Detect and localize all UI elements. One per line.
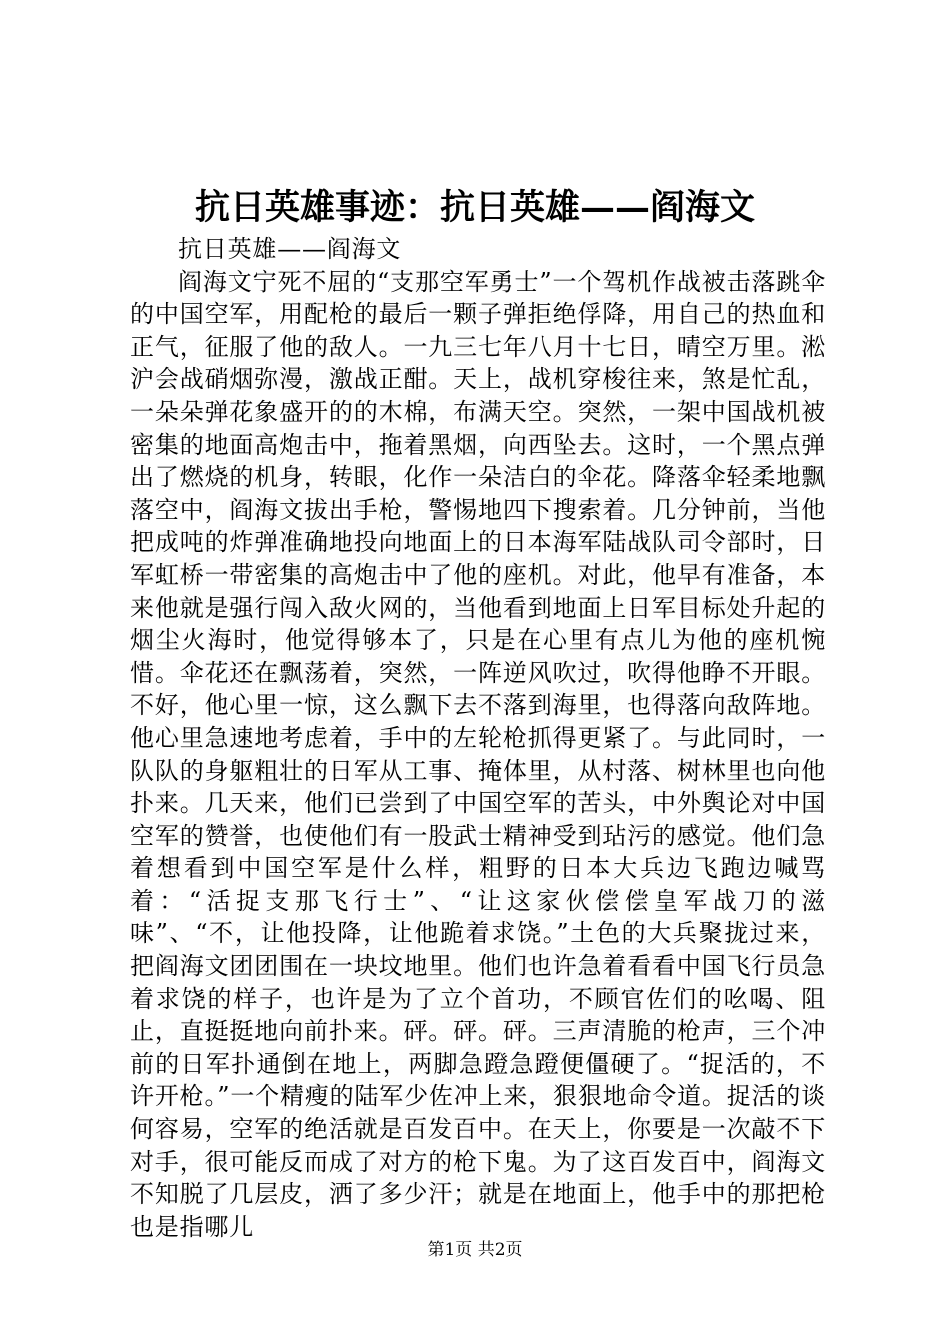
page-footer: 第1页 共2页 xyxy=(427,1240,523,1260)
document-body xyxy=(130,233,826,1243)
document-title: 抗日英雄事迹：抗日英雄——阎海文 xyxy=(194,187,755,228)
subtitle-paragraph: 抗日英雄——阎海文 xyxy=(178,235,402,263)
main-paragraph: 阎海文宁死不屈的“支那空军勇士”一个驾机作战被击落跳伞的中国空军，用配枪的最后一颗子弹拒绝俘降，用自己的热血和正气，征服了他的敌人。一九三七年八月十七日，晴空万里。淞沪会战硝烟弥漫，激战正酣。天上，战机穿梭往来，煞是忙乱，一朵朵弹花象盛开的的木棉，布满天空。突然，一架中国战机被密集的地面高炮击中，拖着黑烟，向西坠去。这时，一个黑点弹出了燃烧的机身，转眼，化作一朵洁白的伞花。降落伞轻柔地飘落空中，阎海文拔出手枪，警惕地四下搜索着。几分钟前，当他把成吨的炸弹准确地投向地面上的日本海军陆战队司令部时，日军虹桥一带密集的高炮击中了他的座机。对此，他早有准备，本来他就是强行闯入敌火网的，当他看到地面上日军目标处升起的烟尘火海时，他觉得够本了，只是在心里有点儿为他的座机惋惜。伞花还在飘荡着，突然，一阵逆风吹过，吹得他睁不开眼。不好，他心里一惊，这么飘下去不落到海里，也得落向敌阵地。他心里急速地考虑着，手中的左轮枪抓得更紧了。与此同时，一队队的身躯粗壮的日军从工事、掩体里，从村落、树林里也向他扑来。几天来，他们已尝到了中国空军的苦头，中外舆论对中国空军的赞誉，也使他们有一股武士精神受到玷污的感觉。他们急着想看到中国空军是什么样，粗野的日本大兵边飞跑边喊骂着：“活捉支那飞行士”、“让这家伙偿偿皇军战刀的滋味”、“不，让他投降，让他跪着求饶。”土色的大兵聚拢过来，把阎海文团团围在一块坟地里。他们也许急着看看中国飞行员急着求饶的样子，也许是为了立个首功，不顾官佐们的吆喝、阻止，直挺挺地向前扑来。砰。砰。砰。三声清脆的枪声，三个冲前的日军扑通倒在地上，两脚急蹬急蹬便僵硬了。“捉活的，不许开枪。”一个精瘦的陆军少佐冲上来，狠狠地命令道。捉活的谈何容易，空军的绝活就是百发百中。在天上，你要是一次敲不下对手，很可能反而成了对方的枪下鬼。为了这百发百中，阎海文不知脱了几层皮，洒了多少汗；就是在地面上，他手中的那把枪也是指哪儿 xyxy=(130,267,826,1241)
